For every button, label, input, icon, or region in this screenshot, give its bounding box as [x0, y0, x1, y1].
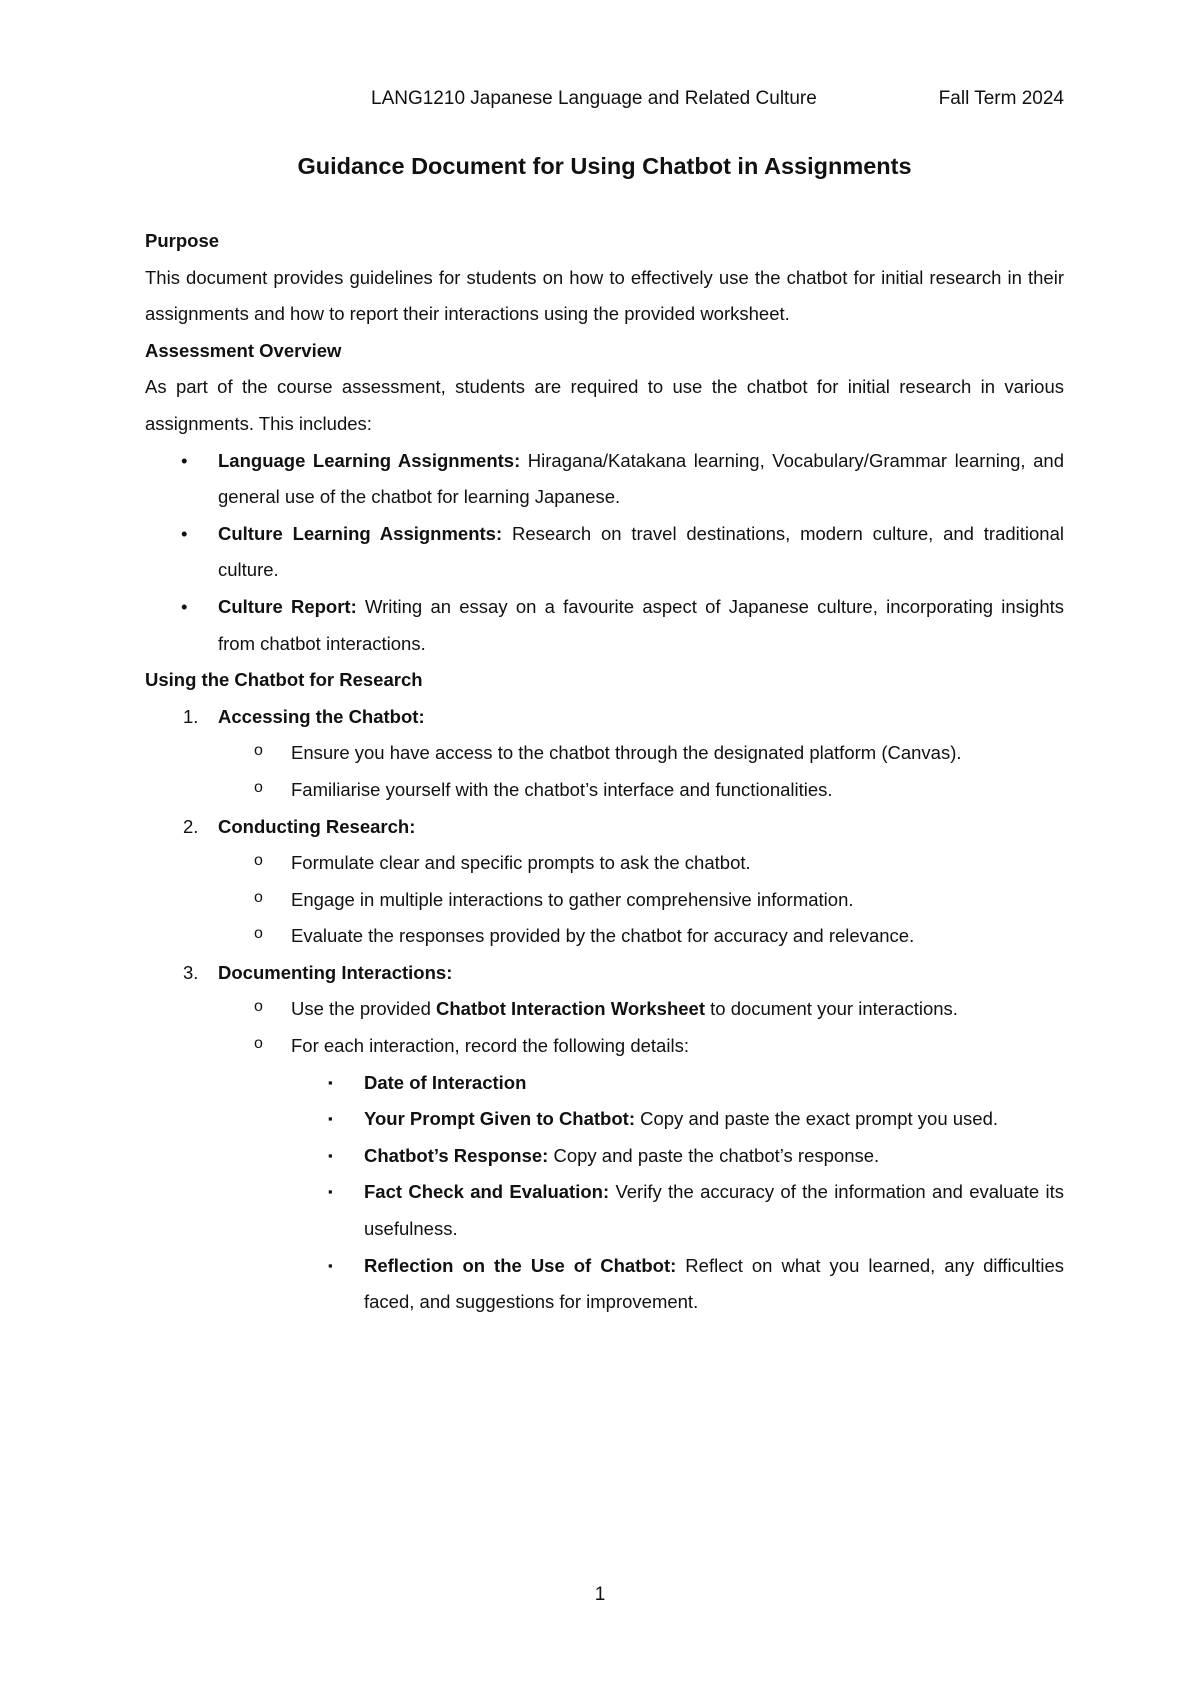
step-sublist	[218, 735, 1064, 808]
square-bullet-icon: ▪	[328, 1111, 333, 1127]
detail-text: Copy and paste the chatbot’s response.	[548, 1144, 880, 1166]
list-item	[145, 1065, 1064, 1102]
item-text: For each interaction, record the following details:	[291, 1035, 689, 1057]
list-item	[145, 735, 1064, 772]
detail-text: Copy and paste the exact prompt you used.	[634, 1108, 999, 1130]
item-text: Formulate clear and specific prompts to ask the chatbot.	[291, 852, 751, 874]
square-bullet-icon: ▪	[328, 1074, 333, 1090]
list-item	[145, 918, 1064, 955]
step-number: 3.	[183, 961, 199, 983]
document-title: Guidance Document for Using Chatbot in Assignments	[297, 153, 912, 179]
item-label: Culture Report:	[218, 595, 357, 617]
circle-bullet-icon: o	[254, 778, 263, 796]
item-text: to document your interactions.	[704, 998, 958, 1020]
item-text: Research on travel destinations, modern culture, and traditional culture.	[218, 522, 1064, 581]
bullet-icon: •	[181, 449, 188, 471]
detail-label: Fact Check and Evaluation:	[364, 1181, 610, 1203]
detail-text: Verify the accuracy of the information and evaluate its usefulness.	[364, 1181, 1064, 1240]
purpose-text: This document provides guidelines for students on how to effectively use the chatbot for initial research in their assignments and how to report their interactions using the provided worksheet.	[145, 266, 1064, 325]
list-item	[145, 1174, 1064, 1247]
details-list	[291, 1065, 1064, 1321]
circle-bullet-icon: o	[254, 1035, 263, 1053]
course-title: LANG1210 Japanese Language and Related Culture	[371, 88, 817, 109]
step-label: Accessing the Chatbot:	[218, 705, 425, 727]
square-bullet-icon: ▪	[328, 1257, 333, 1273]
circle-bullet-icon: o	[254, 852, 263, 870]
step-sublist	[218, 991, 1064, 1320]
detail-text: Reflect on what you learned, any difficulties faced, and suggestions for improvement.	[364, 1254, 1064, 1313]
list-item	[145, 1028, 1064, 1321]
assessment-intro: As part of the course assessment, students are required to use the chatbot for initial research in various assignments. This includes:	[145, 376, 1064, 434]
item-text: Hiragana/Katakana learning, Vocabulary/Grammar learning, and general use of the chatbot for learning Japanese.	[218, 449, 1064, 508]
page-number: 1	[594, 1584, 606, 1605]
circle-bullet-icon: o	[254, 925, 263, 943]
list-item	[145, 1248, 1064, 1321]
item-text: Use the provided	[291, 998, 437, 1020]
detail-label: Date of Interaction	[364, 1071, 527, 1093]
worksheet-name: Chatbot Interaction Worksheet	[436, 998, 705, 1020]
step-1	[145, 699, 1064, 809]
detail-label: Reflection on the Use of Chatbot:	[364, 1254, 677, 1276]
detail-label: Chatbot’s Response:	[364, 1144, 549, 1166]
item-text: Writing an essay on a favourite aspect of Japanese culture, incorporating insights from chatbot interactions.	[218, 595, 1064, 654]
step-number: 2.	[183, 815, 199, 837]
square-bullet-icon: ▪	[328, 1147, 333, 1163]
step-label: Documenting Interactions:	[218, 961, 453, 983]
item-text: Engage in multiple interactions to gather comprehensive information.	[291, 888, 854, 910]
purpose-heading: Purpose	[145, 230, 220, 251]
step-2	[145, 809, 1064, 955]
research-heading: Using the Chatbot for Research	[145, 669, 423, 691]
list-item	[145, 1138, 1064, 1175]
list-item	[145, 772, 1064, 809]
document-body	[145, 223, 1064, 1321]
list-item	[145, 845, 1064, 882]
list-item	[145, 443, 1064, 516]
list-item	[145, 589, 1064, 662]
list-item	[145, 516, 1064, 589]
bullet-icon: •	[181, 595, 188, 617]
step-number: 1.	[183, 705, 199, 727]
step-label: Conducting Research:	[218, 815, 416, 837]
step-sublist	[218, 845, 1064, 955]
assessment-heading: Assessment Overview	[145, 339, 342, 361]
list-item	[145, 882, 1064, 919]
research-steps	[145, 699, 1064, 1321]
step-3	[145, 955, 1064, 1321]
list-item	[145, 1101, 1064, 1138]
item-text: Evaluate the responses provided by the chatbot for accuracy and relevance.	[291, 925, 915, 947]
circle-bullet-icon: o	[254, 888, 263, 906]
item-label: Culture Learning Assignments:	[218, 522, 503, 544]
list-item	[145, 991, 1064, 1028]
item-text: Familiarise yourself with the chatbot’s interface and functionalities.	[291, 778, 833, 800]
circle-bullet-icon: o	[254, 998, 263, 1016]
item-label: Language Learning Assignments:	[218, 449, 521, 471]
square-bullet-icon: ▪	[328, 1184, 333, 1200]
term-label: Fall Term 2024	[938, 88, 1064, 109]
circle-bullet-icon: o	[254, 742, 263, 760]
detail-label: Your Prompt Given to Chatbot:	[364, 1108, 635, 1130]
assessment-list	[145, 443, 1064, 663]
bullet-icon: •	[181, 522, 188, 544]
item-text: Ensure you have access to the chatbot through the designated platform (Canvas).	[291, 742, 962, 764]
